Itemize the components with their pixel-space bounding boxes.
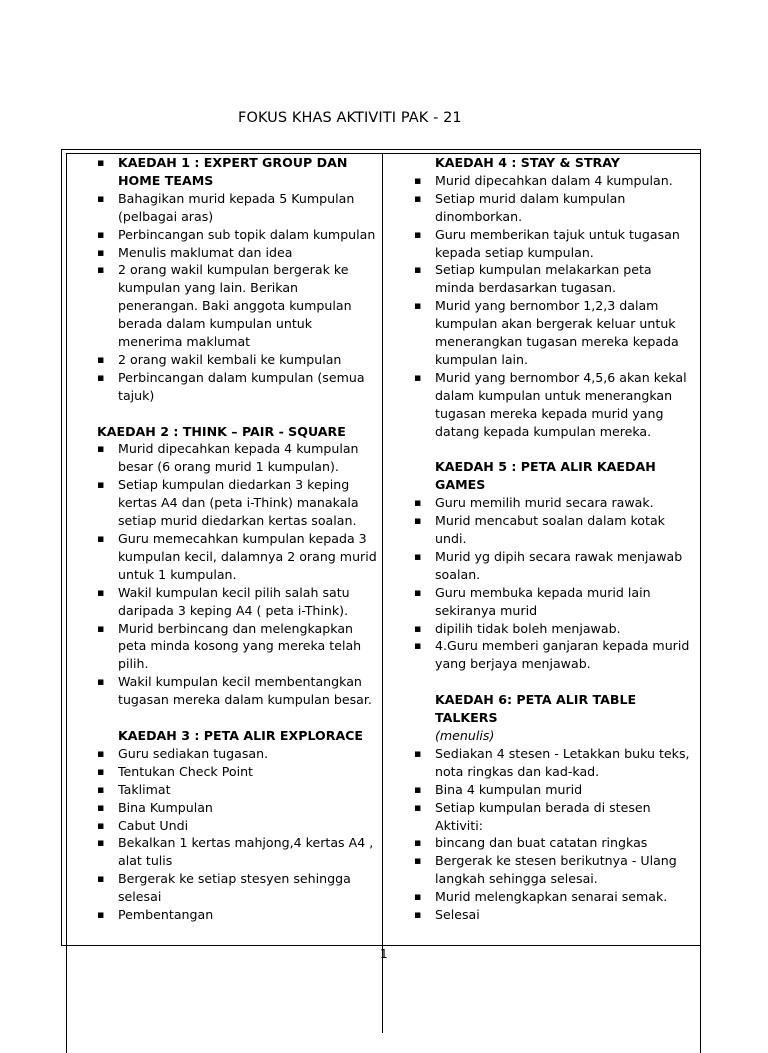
list-item: ▪ Perbincangan sub topik dalam kumpulan [97,226,379,244]
kaedah-6-subtitle: (menulis) [435,727,495,743]
list-item: ▪ Murid dipecahkan dalam 4 kumpulan. [414,172,694,190]
list-item: ▪ Setiap kumpulan diedarkan 3 keping kertas A4 dan (peta i-Think) manakala setiap murid diedarkan kertas soalan. [97,476,379,530]
list-item: ▪ Murid yang bernombor 4,5,6 akan kekal dalam kumpulan untuk menerangkan tugasan mereka kepada murid yang datang kepada kumpulan mereka. [414,369,694,441]
left-column [97,154,379,924]
list-item: ▪ Tentukan Check Point [97,763,379,781]
list-item: ▪ 2 orang wakil kembali ke kumpulan [97,351,379,369]
list-item: ▪ 2 orang wakil kumpulan bergerak ke kumpulan yang lain. Berikan penerangan. Baki anggota kumpulan berada dalam kumpulan untuk menerima maklumat [97,261,379,351]
list-item: ▪ Guru memberikan tajuk untuk tugasan kepada setiap kumpulan. [414,226,694,262]
list-item: ▪ Pembentangan [97,906,379,924]
kaedah-3-list [97,745,379,924]
list-item: ▪ Murid melengkapkan senarai semak. [414,888,694,906]
list-item: ▪ Guru memecahkan kumpulan kepada 3 kumpulan kecil, dalamnya 2 orang murid untuk 1 kumpulan. [97,530,379,584]
list-item: ▪ Wakil kumpulan kecil membentangkan tugasan mereka dalam kumpulan besar. [97,673,379,709]
list-item: ▪ Setiap kumpulan berada di stesen Aktiviti: [414,799,694,835]
list-item: ▪ Cabut Undi [97,817,379,835]
kaedah-6-list [414,745,694,924]
list-item: ▪ bincang dan buat catatan ringkas [414,834,694,852]
column-divider [382,153,383,1033]
list-item: ▪ Wakil kumpulan kecil pilih salah satu daripada 3 keping A4 ( peta i-Think). [97,584,379,620]
list-item: ▪ dipilih tidak boleh menjawab. [414,620,694,638]
kaedah-2-heading: KAEDAH 2 : THINK – PAIR - SQUARE [97,423,346,439]
list-item: ▪ Selesai [414,906,694,924]
list-item: ▪ Murid yg dipih secara rawak menjawab soalan. [414,548,694,584]
kaedah-5-list [414,494,694,673]
list-item: ▪ Murid berbincang dan melengkapkan peta minda kosong yang mereka telah pilih. [97,620,379,674]
list-item: ▪ Guru sediakan tugasan. [97,745,379,763]
list-item: ▪ 4.Guru memberi ganjaran kepada murid yang berjaya menjawab. [414,637,694,673]
list-item: ▪ Guru memilih murid secara rawak. [414,494,694,512]
kaedah-1-heading: ▪ KAEDAH 1 : EXPERT GROUP DAN HOME TEAMS [97,154,379,190]
right-column [414,154,694,924]
list-item: ▪ Bergerak ke setiap stesyen sehingga selesai [97,870,379,906]
list-item: ▪ Bekalkan 1 kertas mahjong,4 kertas A4 , alat tulis [97,834,379,870]
kaedah-4-heading: KAEDAH 4 : STAY & STRAY [435,155,620,170]
list-item: ▪ Murid yang bernombor 1,2,3 dalam kumpulan akan bergerak keluar untuk menerangkan tugasan mereka kepada kumpulan lain. [414,297,694,369]
list-item: ▪ Bergerak ke stesen berikutnya - Ulang langkah sehingga selesai. [414,852,694,888]
list-item: ▪ Perbincangan dalam kumpulan (semua tajuk) [97,369,379,405]
list-item: ▪ Bina 4 kumpulan murid [414,781,694,799]
list-item: ▪ Setiap murid dalam kumpulan dinomborkan. [414,190,694,226]
list-item: ▪ Setiap kumpulan melakarkan peta minda berdasarkan tugasan. [414,261,694,297]
kaedah-1-list [97,190,379,405]
list-item: ▪ Menulis maklumat dan idea [97,244,379,262]
list-item: ▪ Bina Kumpulan [97,799,379,817]
page-number: 1 [380,947,388,961]
kaedah-4-list [414,172,694,441]
kaedah-5-heading: KAEDAH 5 : PETA ALIR KAEDAH GAMES [435,459,656,493]
list-item: ▪ Bahagikan murid kepada 5 Kumpulan (pelbagai aras) [97,190,379,226]
kaedah-3-heading: KAEDAH 3 : PETA ALIR EXPLORACE [118,727,364,743]
list-item: ▪ Murid dipecahkan kepada 4 kumpulan besar (6 orang murid 1 kumpulan). [97,440,379,476]
list-item: ▪ Guru membuka kepada murid lain sekiranya murid [414,584,694,620]
list-item: ▪ Murid mencabut soalan dalam kotak undi. [414,512,694,548]
kaedah-6-heading: KAEDAH 6: PETA ALIR TABLE TALKERS [435,692,637,726]
kaedah-2-list [97,440,379,709]
page-title: FOKUS KHAS AKTIVITI PAK - 21 [238,110,462,126]
list-item: ▪ Sediakan 4 stesen - Letakkan buku teks, nota ringkas dan kad-kad. [414,745,694,781]
list-item: ▪ Taklimat [97,781,379,799]
